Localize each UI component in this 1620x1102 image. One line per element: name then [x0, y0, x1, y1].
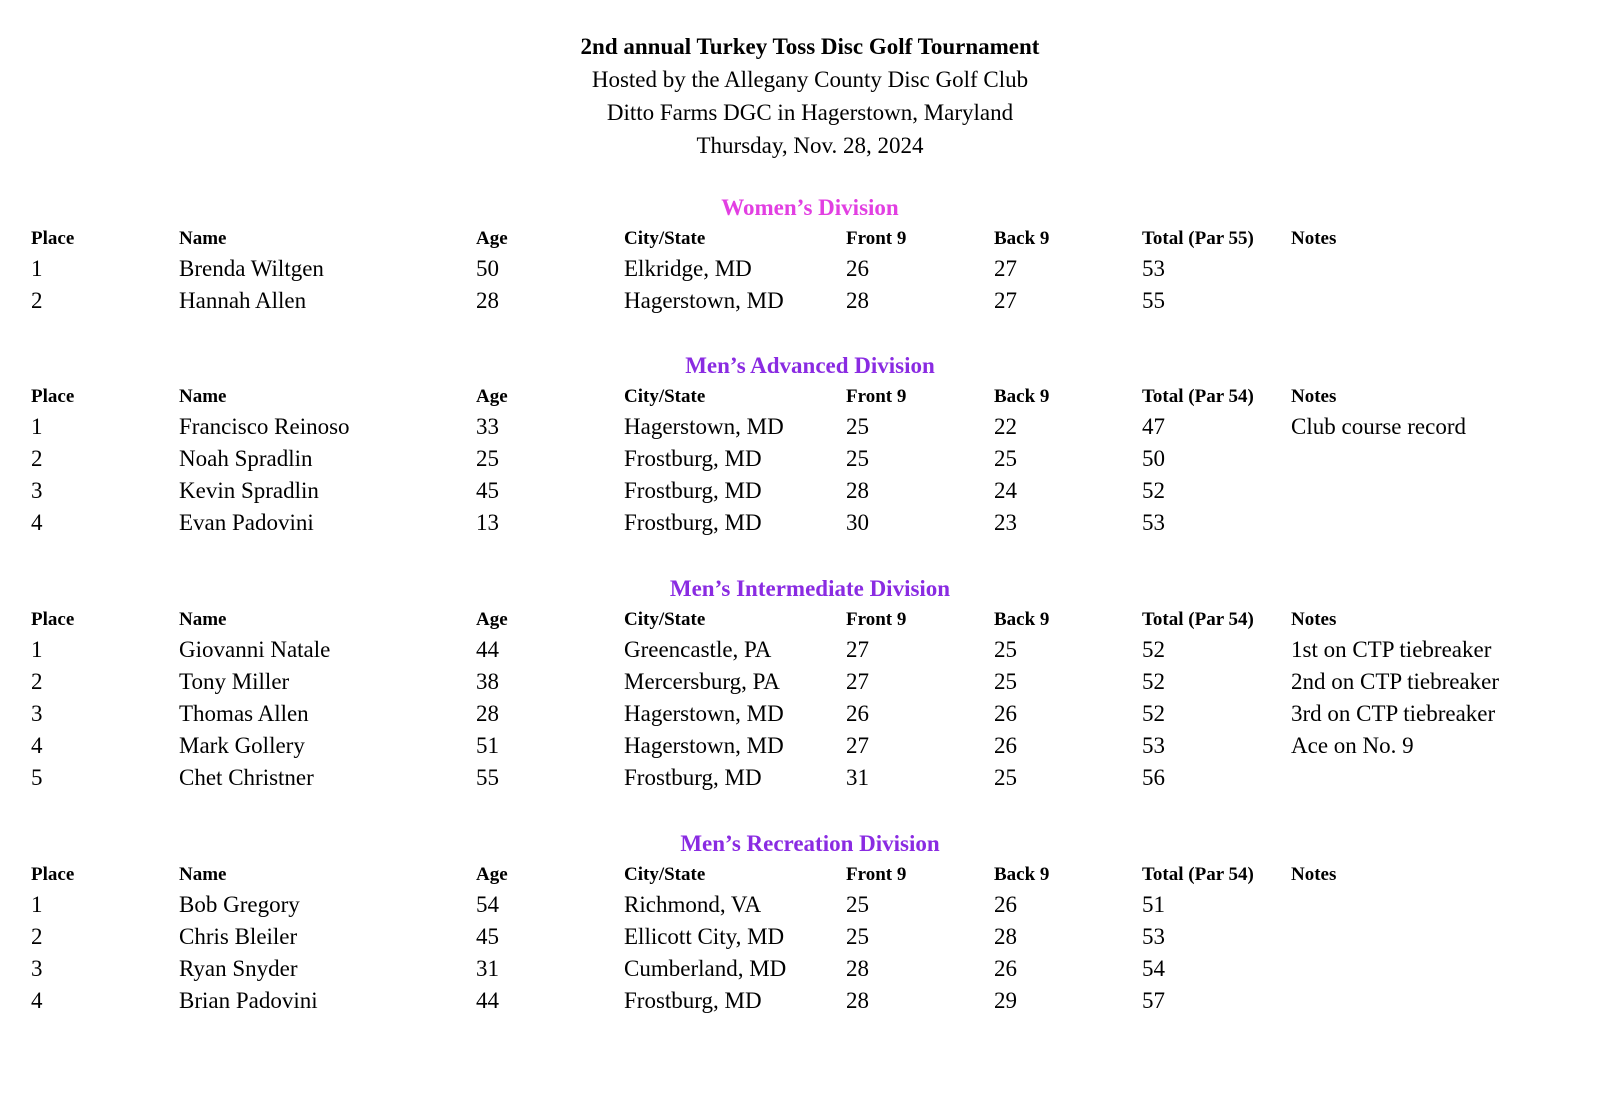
city-state-cell: Richmond, VA — [624, 892, 762, 917]
place-cell: 2 — [31, 446, 43, 471]
city-state-cell: Hagerstown, MD — [624, 288, 784, 313]
city-state-cell: Cumberland, MD — [624, 956, 787, 981]
column-header-total: Total (Par 54) — [1142, 386, 1254, 407]
city-state-cell: Hagerstown, MD — [624, 701, 784, 726]
age-cell: 28 — [476, 288, 499, 313]
notes-cell: Ace on No. 9 — [1291, 733, 1414, 758]
age-cell: 44 — [476, 637, 499, 662]
age-cell: 28 — [476, 701, 499, 726]
column-header-city-state: City/State — [624, 864, 706, 885]
front-9-cell: 27 — [846, 733, 869, 758]
host-line: Hosted by the Allegany County Disc Golf Club — [591, 67, 1029, 92]
table-row — [0, 475, 1620, 507]
age-cell: 31 — [476, 956, 499, 981]
table-header-row — [0, 859, 1620, 891]
front-9-cell: 27 — [846, 669, 869, 694]
date-line: Thursday, Nov. 28, 2024 — [696, 133, 924, 158]
table-row — [0, 507, 1620, 539]
column-header-place: Place — [31, 386, 75, 407]
column-header-notes: Notes — [1291, 228, 1337, 249]
column-header-back-9: Back 9 — [994, 386, 1050, 407]
column-header-name: Name — [179, 386, 227, 407]
name-cell: Tony Miller — [179, 669, 290, 694]
place-cell: 4 — [31, 510, 43, 535]
total-cell: 50 — [1142, 446, 1165, 471]
table-row — [0, 253, 1620, 285]
total-cell: 56 — [1142, 765, 1165, 790]
table-row — [0, 889, 1620, 921]
name-cell: Chris Bleiler — [179, 924, 298, 949]
front-9-cell: 26 — [846, 256, 869, 281]
age-cell: 38 — [476, 669, 499, 694]
name-cell: Chet Christner — [179, 765, 314, 790]
back-9-cell: 22 — [994, 414, 1017, 439]
column-header-notes: Notes — [1291, 864, 1337, 885]
division-title: Men’s Advanced Division — [685, 353, 935, 378]
column-header-city-state: City/State — [624, 386, 706, 407]
front-9-cell: 28 — [846, 988, 869, 1013]
place-cell: 1 — [31, 256, 43, 281]
table-row — [0, 921, 1620, 953]
back-9-cell: 26 — [994, 733, 1017, 758]
column-header-city-state: City/State — [624, 228, 706, 249]
total-cell: 53 — [1142, 256, 1165, 281]
total-cell: 53 — [1142, 510, 1165, 535]
place-cell: 2 — [31, 288, 43, 313]
table-header-row — [0, 223, 1620, 255]
column-header-back-9: Back 9 — [994, 864, 1050, 885]
table-row — [0, 762, 1620, 794]
total-cell: 52 — [1142, 637, 1165, 662]
division-title: Men’s Intermediate Division — [669, 576, 951, 601]
place-cell: 1 — [31, 414, 43, 439]
name-cell: Hannah Allen — [179, 288, 307, 313]
age-cell: 45 — [476, 924, 499, 949]
place-cell: 4 — [31, 733, 43, 758]
column-header-front-9: Front 9 — [846, 609, 907, 630]
city-state-cell: Mercersburg, PA — [624, 669, 780, 694]
division-title: Men’s Recreation Division — [680, 831, 940, 856]
name-cell: Brian Padovini — [179, 988, 318, 1013]
front-9-cell: 25 — [846, 924, 869, 949]
age-cell: 33 — [476, 414, 499, 439]
column-header-name: Name — [179, 609, 227, 630]
table-header-row — [0, 604, 1620, 636]
front-9-cell: 25 — [846, 446, 869, 471]
city-state-cell: Frostburg, MD — [624, 478, 762, 503]
place-cell: 3 — [31, 956, 43, 981]
city-state-cell: Frostburg, MD — [624, 446, 762, 471]
front-9-cell: 25 — [846, 892, 869, 917]
notes-cell: 3rd on CTP tiebreaker — [1291, 701, 1496, 726]
back-9-cell: 27 — [994, 288, 1017, 313]
total-cell: 57 — [1142, 988, 1165, 1013]
venue-line: Ditto Farms DGC in Hagerstown, Maryland — [606, 100, 1014, 125]
column-header-notes: Notes — [1291, 609, 1337, 630]
table-row — [0, 666, 1620, 698]
front-9-cell: 28 — [846, 956, 869, 981]
column-header-age: Age — [476, 609, 508, 630]
age-cell: 44 — [476, 988, 499, 1013]
city-state-cell: Frostburg, MD — [624, 765, 762, 790]
place-cell: 1 — [31, 637, 43, 662]
age-cell: 13 — [476, 510, 499, 535]
column-header-age: Age — [476, 228, 508, 249]
column-header-name: Name — [179, 228, 227, 249]
name-cell: Ryan Snyder — [179, 956, 298, 981]
table-row — [0, 634, 1620, 666]
place-cell: 3 — [31, 478, 43, 503]
name-cell: Kevin Spradlin — [179, 478, 319, 503]
column-header-front-9: Front 9 — [846, 386, 907, 407]
front-9-cell: 26 — [846, 701, 869, 726]
age-cell: 51 — [476, 733, 499, 758]
place-cell: 2 — [31, 924, 43, 949]
table-row — [0, 285, 1620, 317]
notes-cell: Club course record — [1291, 414, 1466, 439]
total-cell: 52 — [1142, 669, 1165, 694]
total-cell: 54 — [1142, 956, 1165, 981]
age-cell: 25 — [476, 446, 499, 471]
back-9-cell: 25 — [994, 446, 1017, 471]
column-header-front-9: Front 9 — [846, 228, 907, 249]
total-cell: 53 — [1142, 733, 1165, 758]
column-header-total: Total (Par 55) — [1142, 228, 1254, 249]
place-cell: 4 — [31, 988, 43, 1013]
back-9-cell: 26 — [994, 956, 1017, 981]
name-cell: Noah Spradlin — [179, 446, 313, 471]
place-cell: 5 — [31, 765, 43, 790]
city-state-cell: Frostburg, MD — [624, 510, 762, 535]
city-state-cell: Elkridge, MD — [624, 256, 752, 281]
total-cell: 51 — [1142, 892, 1165, 917]
column-header-back-9: Back 9 — [994, 609, 1050, 630]
column-header-notes: Notes — [1291, 386, 1337, 407]
name-cell: Thomas Allen — [179, 701, 309, 726]
back-9-cell: 23 — [994, 510, 1017, 535]
back-9-cell: 24 — [994, 478, 1017, 503]
name-cell: Mark Gollery — [179, 733, 305, 758]
back-9-cell: 28 — [994, 924, 1017, 949]
front-9-cell: 31 — [846, 765, 869, 790]
city-state-cell: Hagerstown, MD — [624, 414, 784, 439]
name-cell: Evan Padovini — [179, 510, 314, 535]
document-header — [0, 30, 1620, 162]
back-9-cell: 25 — [994, 637, 1017, 662]
total-cell: 52 — [1142, 478, 1165, 503]
back-9-cell: 25 — [994, 669, 1017, 694]
column-header-age: Age — [476, 864, 508, 885]
column-header-total: Total (Par 54) — [1142, 864, 1254, 885]
total-cell: 55 — [1142, 288, 1165, 313]
name-cell: Bob Gregory — [179, 892, 300, 917]
column-header-back-9: Back 9 — [994, 228, 1050, 249]
table-row — [0, 698, 1620, 730]
name-cell: Francisco Reinoso — [179, 414, 350, 439]
table-header-row — [0, 381, 1620, 413]
column-header-place: Place — [31, 609, 75, 630]
document-title: 2nd annual Turkey Toss Disc Golf Tournament — [580, 34, 1040, 59]
total-cell: 53 — [1142, 924, 1165, 949]
column-header-total: Total (Par 54) — [1142, 609, 1254, 630]
back-9-cell: 29 — [994, 988, 1017, 1013]
column-header-front-9: Front 9 — [846, 864, 907, 885]
city-state-cell: Ellicott City, MD — [624, 924, 785, 949]
column-header-place: Place — [31, 864, 75, 885]
place-cell: 1 — [31, 892, 43, 917]
age-cell: 54 — [476, 892, 499, 917]
age-cell: 55 — [476, 765, 499, 790]
table-row — [0, 730, 1620, 762]
table-row — [0, 411, 1620, 443]
back-9-cell: 26 — [994, 701, 1017, 726]
table-row — [0, 985, 1620, 1017]
total-cell: 52 — [1142, 701, 1165, 726]
back-9-cell: 25 — [994, 765, 1017, 790]
front-9-cell: 25 — [846, 414, 869, 439]
name-cell: Giovanni Natale — [179, 637, 331, 662]
back-9-cell: 26 — [994, 892, 1017, 917]
front-9-cell: 28 — [846, 288, 869, 313]
front-9-cell: 30 — [846, 510, 869, 535]
table-row — [0, 443, 1620, 475]
age-cell: 50 — [476, 256, 499, 281]
total-cell: 47 — [1142, 414, 1165, 439]
back-9-cell: 27 — [994, 256, 1017, 281]
place-cell: 2 — [31, 669, 43, 694]
front-9-cell: 28 — [846, 478, 869, 503]
column-header-age: Age — [476, 386, 508, 407]
city-state-cell: Greencastle, PA — [624, 637, 772, 662]
place-cell: 3 — [31, 701, 43, 726]
table-row — [0, 953, 1620, 985]
city-state-cell: Frostburg, MD — [624, 988, 762, 1013]
city-state-cell: Hagerstown, MD — [624, 733, 784, 758]
age-cell: 45 — [476, 478, 499, 503]
column-header-place: Place — [31, 228, 75, 249]
division-title: Women’s Division — [721, 195, 899, 220]
column-header-name: Name — [179, 864, 227, 885]
notes-cell: 1st on CTP tiebreaker — [1291, 637, 1492, 662]
column-header-city-state: City/State — [624, 609, 706, 630]
name-cell: Brenda Wiltgen — [179, 256, 324, 281]
front-9-cell: 27 — [846, 637, 869, 662]
notes-cell: 2nd on CTP tiebreaker — [1291, 669, 1500, 694]
